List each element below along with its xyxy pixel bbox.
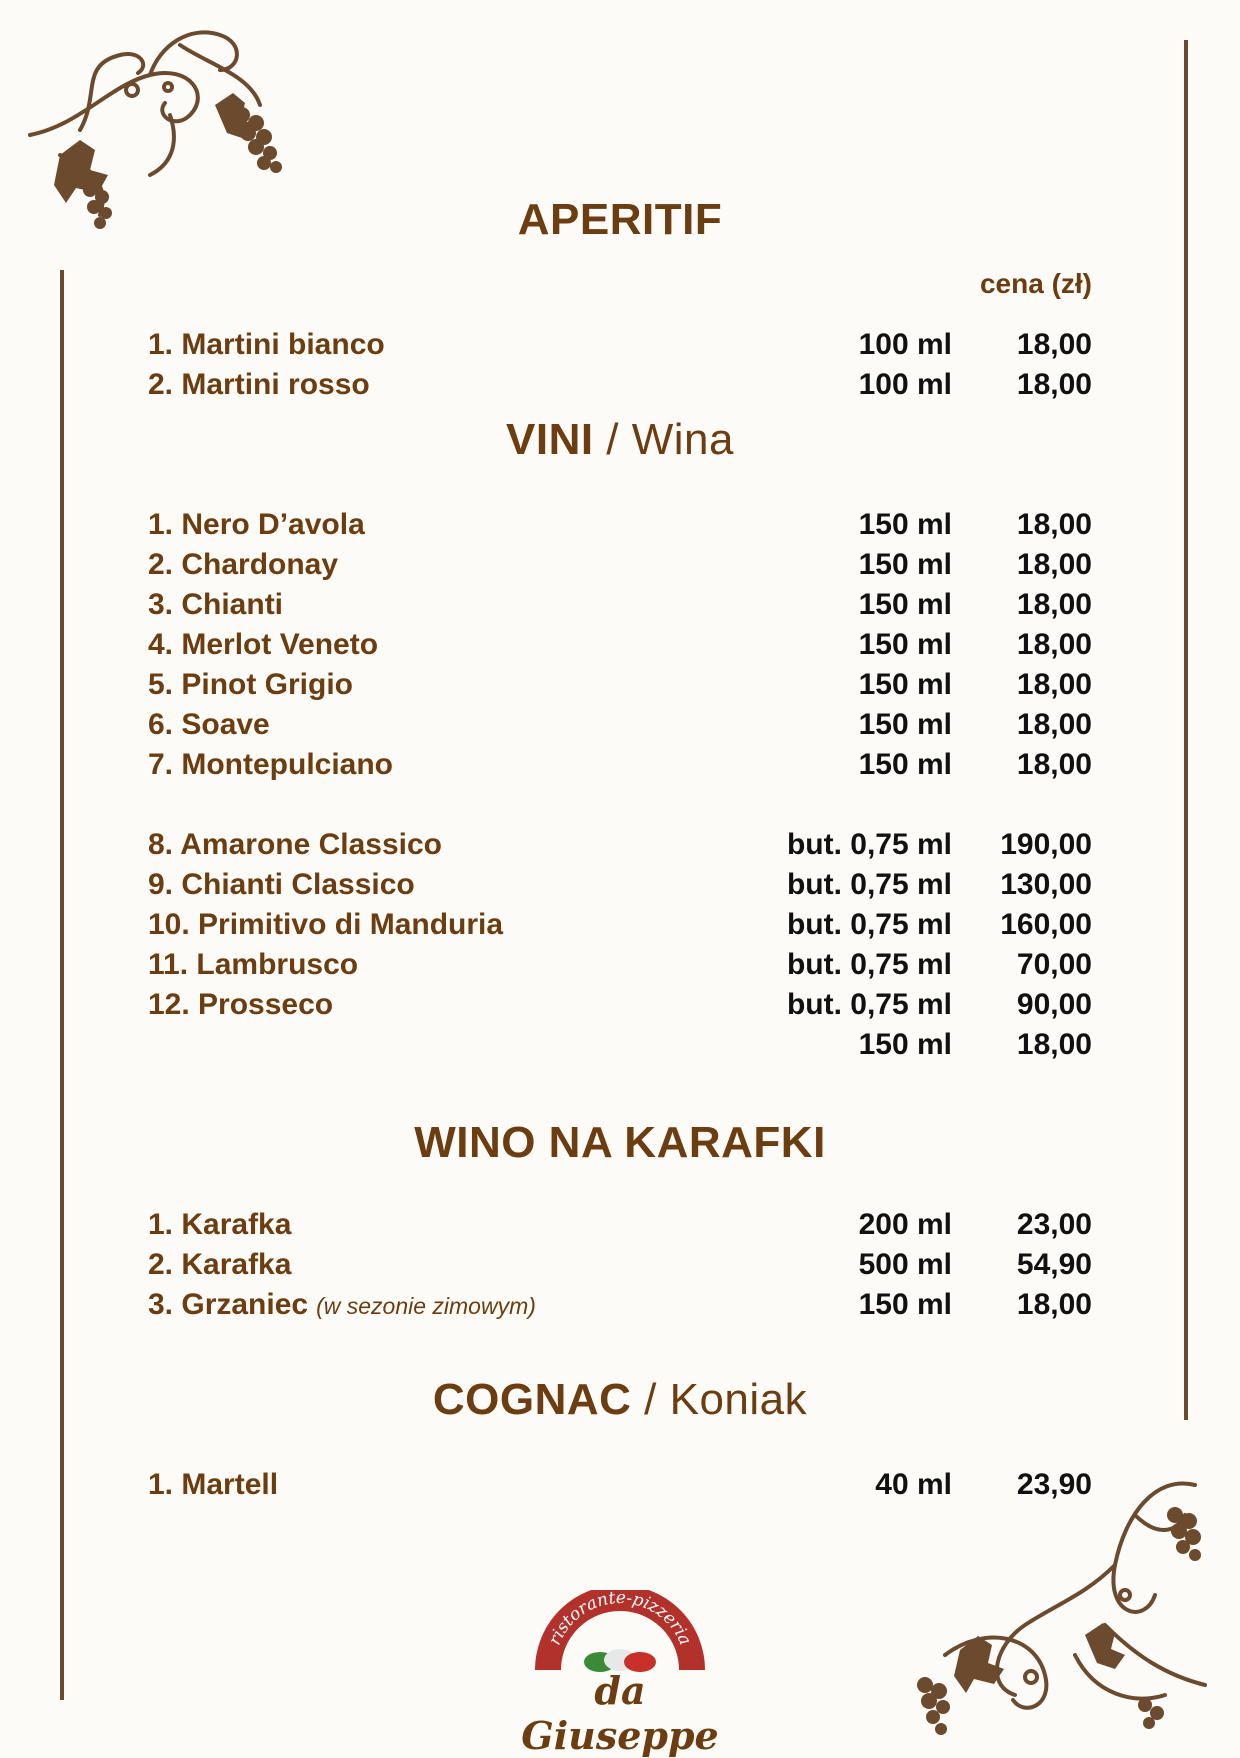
menu-item-name: 12. Prosseco [148, 988, 334, 1021]
menu-item-price: 18,00 [1016, 588, 1092, 621]
section-subtitle-text: / Koniak [631, 1375, 808, 1424]
menu-item-name: 9. Chianti Classico [148, 868, 415, 901]
menu-item-size: but. 0,75 ml [786, 868, 952, 901]
menu-item-name: 4. Merlot Veneto [148, 628, 379, 661]
menu-item-row [148, 1248, 1092, 1288]
menu-item-row [148, 1208, 1092, 1248]
menu-item-row [148, 368, 1092, 408]
section-title-vini [0, 415, 1240, 465]
section-title-text: APERITIF [517, 195, 723, 244]
menu-item-price: 160,00 [1000, 908, 1092, 941]
menu-item-name: 2. Martini rosso [148, 368, 370, 401]
menu-item-row [148, 328, 1092, 368]
menu-item-size: 150 ml [858, 1288, 952, 1321]
menu-item-row [148, 708, 1092, 748]
menu-item-size: but. 0,75 ml [786, 948, 952, 981]
menu-item-size: 150 ml [858, 588, 952, 621]
menu-item-name: 1. Martini bianco [148, 328, 385, 361]
menu-item-size: 150 ml [858, 628, 952, 661]
menu-item-price: 18,00 [1016, 508, 1092, 541]
section-title-text: VINI [506, 415, 594, 464]
section-subtitle-text: / Wina [593, 415, 734, 464]
right-border-line [1184, 40, 1188, 1420]
menu-item-price: 18,00 [1016, 748, 1092, 781]
menu-item-price: 18,00 [1016, 668, 1092, 701]
menu-item-size: but. 0,75 ml [786, 988, 952, 1021]
menu-item-name: 1. Martell [148, 1468, 279, 1501]
menu-item-row [148, 1468, 1092, 1508]
menu-item-name: 10. Primitivo di Manduria [148, 908, 504, 941]
menu-item-name: 3. Grzaniec [148, 1288, 309, 1321]
menu-item-size: but. 0,75 ml [786, 828, 952, 861]
menu-item-size: 150 ml [858, 548, 952, 581]
menu-item-row [148, 948, 1092, 988]
menu-item-price: 70,00 [1016, 948, 1092, 981]
restaurant-logo [520, 1590, 720, 1758]
menu-item-name: 3. Chianti [148, 588, 284, 621]
menu-item-name: 6. Soave [148, 708, 270, 741]
menu-item-row [148, 508, 1092, 548]
menu-item-price: 18,00 [1016, 368, 1092, 401]
menu-item-size: but. 0,75 ml [786, 908, 952, 941]
menu-item-size: 150 ml [858, 668, 952, 701]
menu-item-row [148, 548, 1092, 588]
menu-item-name-group [148, 1288, 536, 1322]
menu-item-name: 7. Montepulciano [148, 748, 394, 781]
menu-item-name: 8. Amarone Classico [148, 828, 443, 861]
menu-item-row [148, 628, 1092, 668]
menu-item-name: 5. Pinot Grigio [148, 668, 354, 701]
menu-item-price: 18,00 [1016, 1028, 1092, 1061]
menu-item-size: 150 ml [858, 748, 952, 781]
left-border-line [60, 270, 64, 1700]
menu-item-row [148, 908, 1092, 948]
menu-item-row [148, 868, 1092, 908]
price-column-header: cena (zł) [979, 268, 1092, 299]
section-title-cognac [0, 1375, 1240, 1425]
menu-item-price: 18,00 [1016, 548, 1092, 581]
section-title-karafki [0, 1118, 1240, 1168]
section-title-text: COGNAC [432, 1375, 632, 1424]
menu-item-name: 1. Karafka [148, 1208, 292, 1241]
menu-item-size: 150 ml [858, 1028, 952, 1061]
menu-item-price: 54,90 [1016, 1248, 1092, 1281]
menu-item-size: 500 ml [858, 1248, 952, 1281]
menu-item-price: 18,00 [1016, 328, 1092, 361]
logo-name-text: da Giuseppe [521, 1668, 719, 1758]
menu-item-name: 2. Karafka [148, 1248, 292, 1281]
menu-item-row [148, 588, 1092, 628]
logo-arc-text: ristorante-pizzeria [544, 1590, 696, 1649]
menu-item-size: 40 ml [875, 1468, 952, 1501]
menu-item-price: 90,00 [1016, 988, 1092, 1021]
menu-item-name: 2. Chardonay [148, 548, 339, 581]
menu-item-row [148, 1288, 1092, 1328]
menu-item-name: 11. Lambrusco [148, 948, 359, 981]
menu-item-row [148, 748, 1092, 788]
menu-item-row [148, 828, 1092, 868]
menu-item-size: 100 ml [858, 328, 952, 361]
section-title-text: WINO NA KARAFKI [414, 1118, 826, 1167]
menu-item-price: 23,90 [1016, 1468, 1092, 1501]
logo-arc-graphic [520, 1590, 720, 1680]
menu-item-price: 18,00 [1016, 1288, 1092, 1321]
menu-item-note: (w sezonie zimowym) [316, 1293, 536, 1319]
menu-item-price: 18,00 [1016, 628, 1092, 661]
menu-item-size: 200 ml [858, 1208, 952, 1241]
menu-item-row [148, 988, 1092, 1028]
menu-item-name: 1. Nero D’avola [148, 508, 365, 541]
menu-item-size: 100 ml [858, 368, 952, 401]
menu-item-price: 190,00 [1000, 828, 1092, 861]
menu-item-price: 23,00 [1016, 1208, 1092, 1241]
menu-item-row [148, 668, 1092, 708]
menu-item-price: 130,00 [1000, 868, 1092, 901]
menu-item-size: 150 ml [858, 708, 952, 741]
section-title-aperitif [0, 195, 1240, 245]
menu-item-price: 18,00 [1016, 708, 1092, 741]
menu-item-row [148, 1028, 1092, 1068]
menu-item-size: 150 ml [858, 508, 952, 541]
